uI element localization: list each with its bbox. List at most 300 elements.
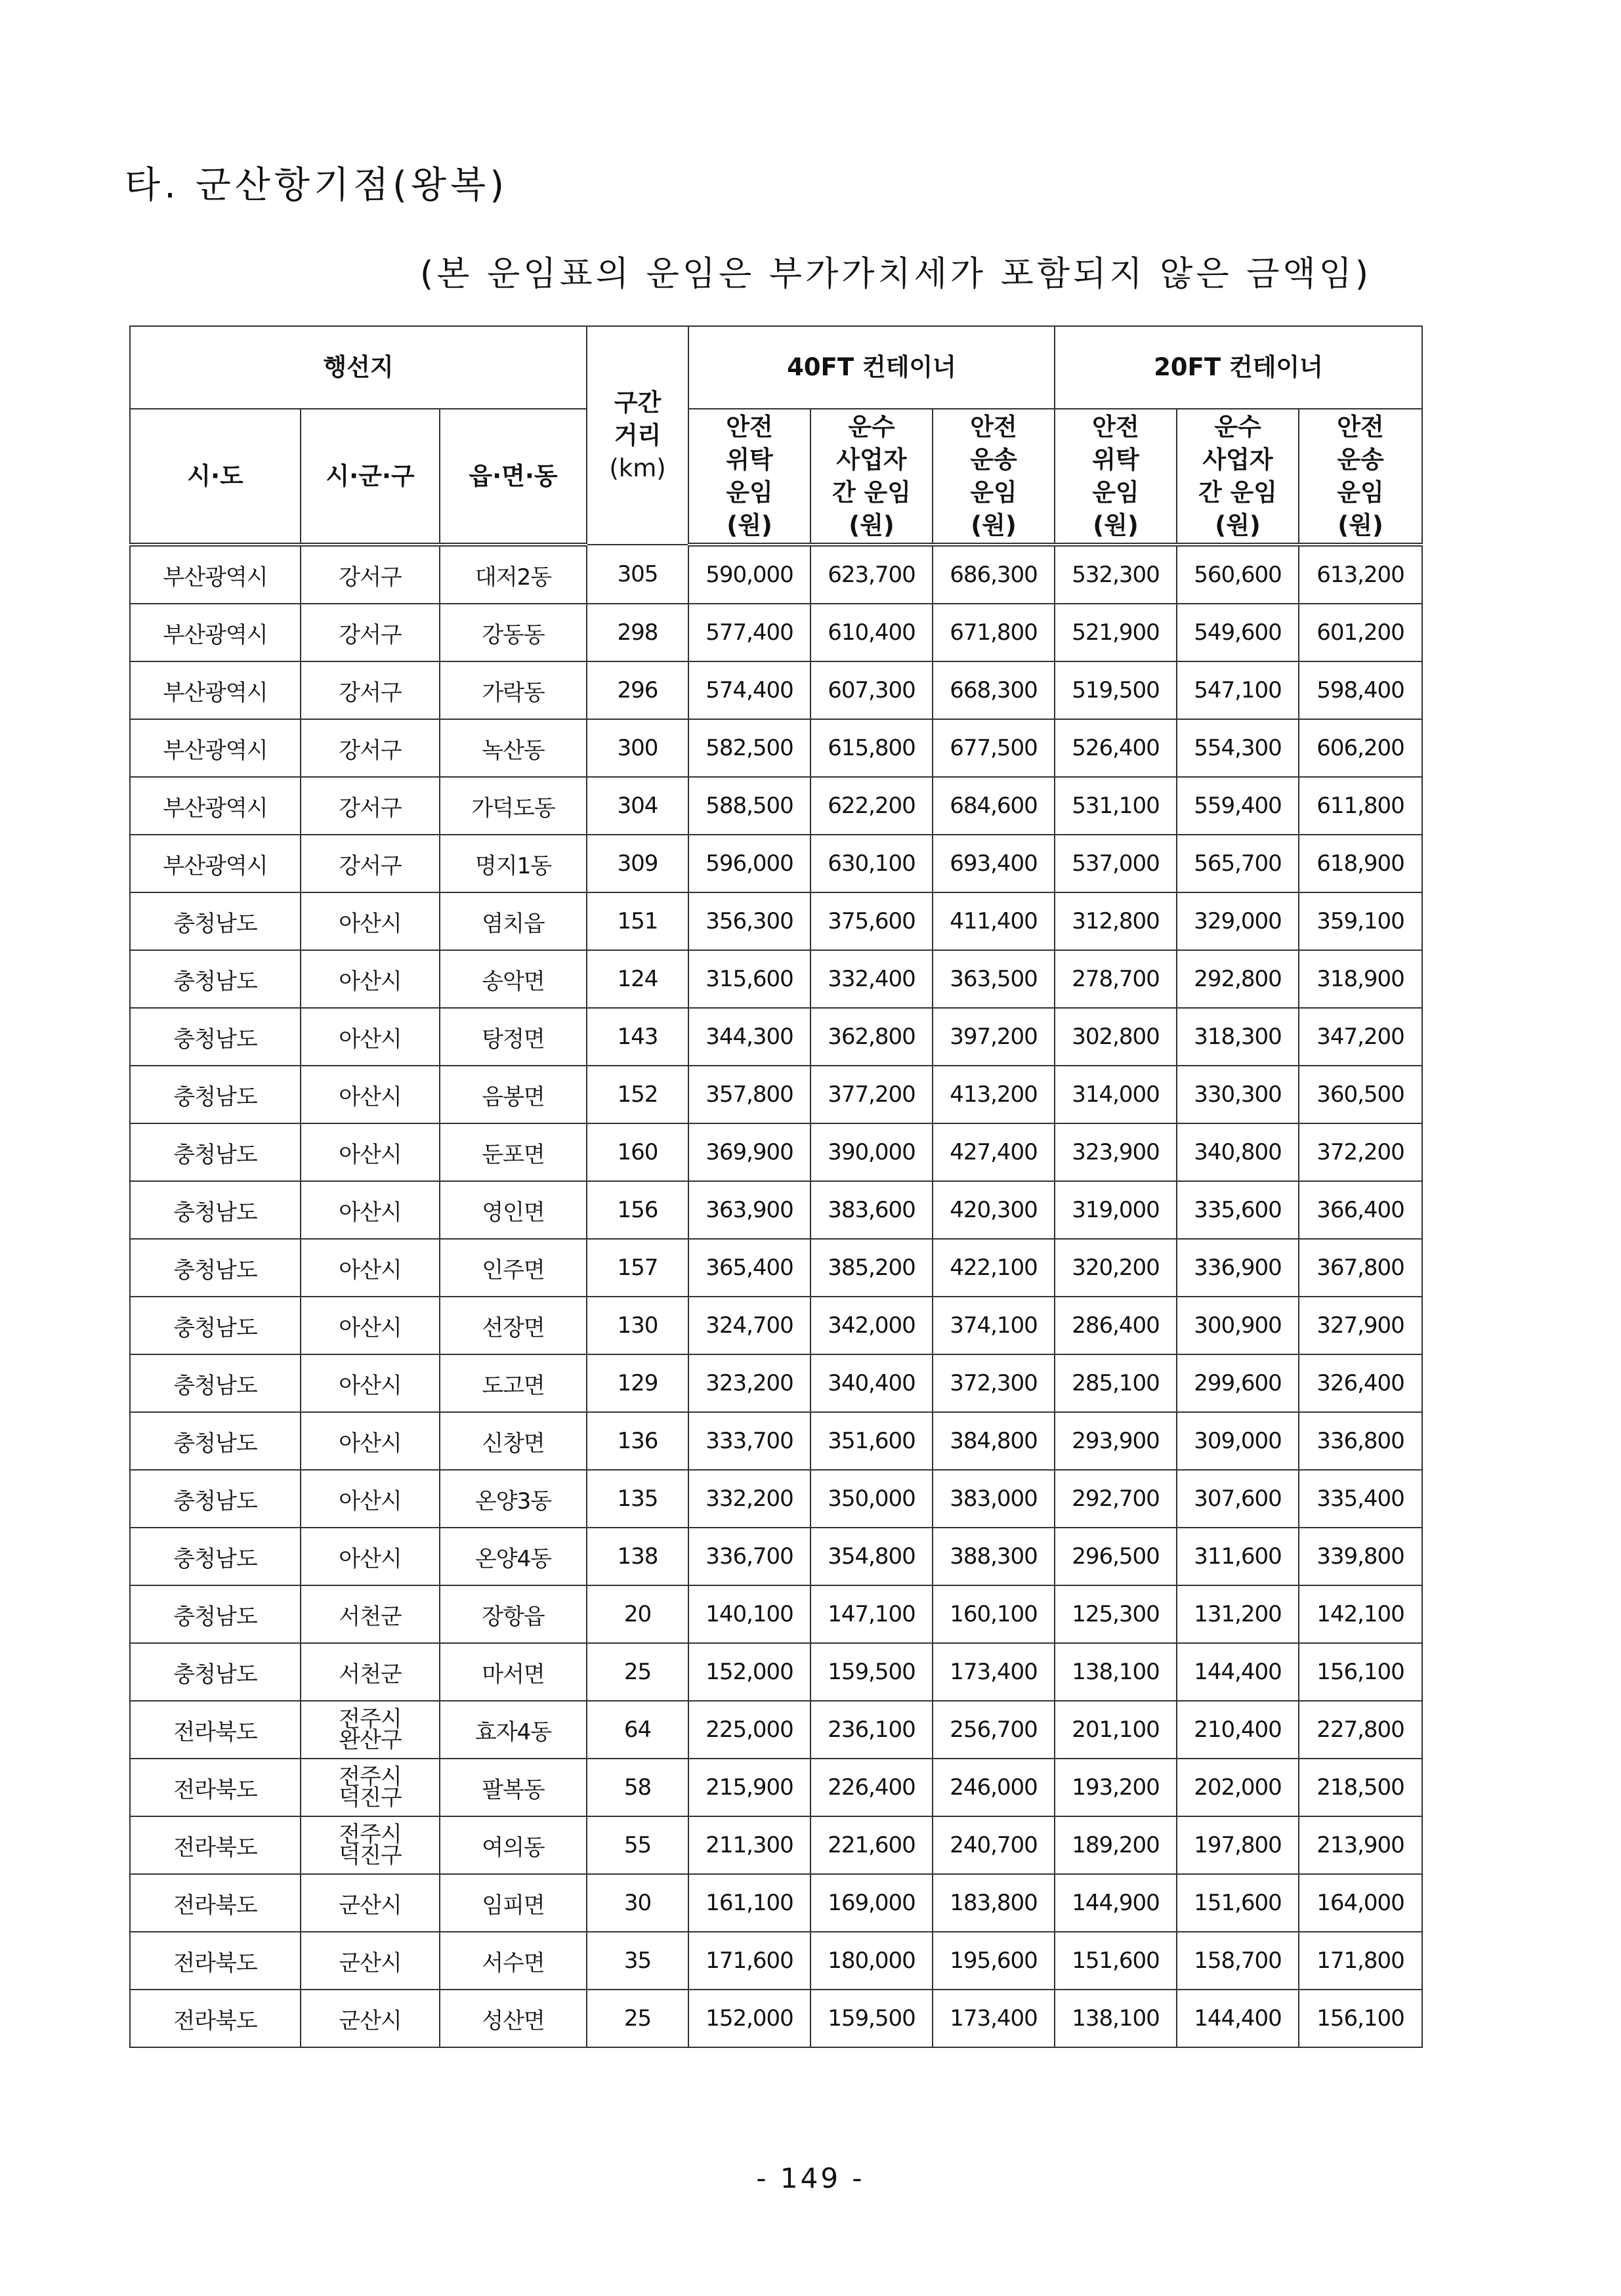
header-40ft-safety-consignment-rate xyxy=(688,409,810,545)
cell-distance: 55 xyxy=(587,1816,688,1874)
cell-20ft-safety-transport: 213,900 xyxy=(1299,1816,1422,1874)
cell-20ft-safety-consignment: 285,100 xyxy=(1055,1354,1177,1412)
sigungu-line: 아산시 xyxy=(339,1141,402,1168)
cell-20ft-safety-consignment: 320,200 xyxy=(1055,1239,1177,1297)
cell-sido: 부산광역시 xyxy=(130,545,301,604)
header-line: (원) xyxy=(726,511,772,539)
cell-20ft-carrier: 560,600 xyxy=(1177,545,1299,604)
cell-20ft-safety-transport: 601,200 xyxy=(1299,604,1422,661)
header-line: 안전 xyxy=(726,412,773,441)
sigungu-line: 강서구 xyxy=(339,737,402,764)
cell-sigungu xyxy=(301,604,440,661)
sigungu-line: 덕진구 xyxy=(339,1843,402,1869)
cell-sido: 충청남도 xyxy=(130,892,301,950)
cell-eupmyeondong: 여의동 xyxy=(440,1816,587,1874)
freight-rate-table xyxy=(129,325,1423,2048)
cell-sigungu xyxy=(301,1874,440,1932)
cell-eupmyeondong: 팔복동 xyxy=(440,1759,587,1816)
cell-40ft-carrier: 169,000 xyxy=(810,1874,933,1932)
header-line: 운임 xyxy=(970,478,1017,507)
cell-eupmyeondong: 송악면 xyxy=(440,950,587,1008)
cell-sido: 전라북도 xyxy=(130,1874,301,1932)
cell-distance: 58 xyxy=(587,1759,688,1816)
table-row xyxy=(130,1759,1422,1816)
cell-sigungu xyxy=(301,950,440,1008)
cell-20ft-safety-consignment: 319,000 xyxy=(1055,1181,1177,1239)
cell-20ft-carrier: 329,000 xyxy=(1177,892,1299,950)
cell-sido: 충청남도 xyxy=(130,1354,301,1412)
cell-40ft-safety-transport: 397,200 xyxy=(933,1008,1055,1066)
section-title: 타. 군산항기점(왕복) xyxy=(125,164,509,207)
cell-40ft-safety-consignment: 357,800 xyxy=(688,1066,810,1123)
sigungu-line: 아산시 xyxy=(339,1026,402,1053)
table-row xyxy=(130,777,1422,835)
header-40ft: 40FT 컨테이너 xyxy=(688,326,1055,409)
cell-sido: 충청남도 xyxy=(130,950,301,1008)
cell-20ft-safety-transport: 372,200 xyxy=(1299,1123,1422,1181)
cell-40ft-safety-consignment: 211,300 xyxy=(688,1816,810,1874)
cell-40ft-safety-consignment: 369,900 xyxy=(688,1123,810,1181)
header-line: 운임 xyxy=(1337,478,1384,507)
page-number: - 149 - xyxy=(756,2162,865,2194)
cell-20ft-safety-consignment: 519,500 xyxy=(1055,661,1177,719)
sigungu-line: 전주시 xyxy=(339,1706,402,1732)
table-row xyxy=(130,1585,1422,1643)
cell-eupmyeondong: 도고면 xyxy=(440,1354,587,1412)
cell-40ft-carrier: 622,200 xyxy=(810,777,933,835)
cell-sigungu xyxy=(301,1008,440,1066)
sigungu-line: 아산시 xyxy=(339,1430,402,1457)
cell-40ft-safety-consignment: 344,300 xyxy=(688,1008,810,1066)
cell-20ft-safety-consignment: 526,400 xyxy=(1055,719,1177,777)
sigungu-line: 강서구 xyxy=(339,679,402,706)
cell-sido: 충청남도 xyxy=(130,1297,301,1354)
cell-20ft-carrier: 144,400 xyxy=(1177,1643,1299,1701)
table-row xyxy=(130,1701,1422,1759)
cell-40ft-safety-transport: 668,300 xyxy=(933,661,1055,719)
cell-40ft-safety-consignment: 577,400 xyxy=(688,604,810,661)
cell-40ft-safety-consignment: 324,700 xyxy=(688,1297,810,1354)
cell-40ft-safety-consignment: 152,000 xyxy=(688,1643,810,1701)
cell-20ft-safety-transport: 606,200 xyxy=(1299,719,1422,777)
cell-20ft-safety-consignment: 278,700 xyxy=(1055,950,1177,1008)
cell-20ft-carrier: 210,400 xyxy=(1177,1701,1299,1759)
cell-sigungu xyxy=(301,1297,440,1354)
cell-sigungu xyxy=(301,719,440,777)
header-line: 위탁 xyxy=(1092,445,1139,474)
header-line: (원) xyxy=(1215,511,1261,539)
cell-sigungu xyxy=(301,1470,440,1528)
cell-20ft-safety-transport: 613,200 xyxy=(1299,545,1422,604)
sigungu-line: 군산시 xyxy=(339,1950,402,1976)
cell-40ft-safety-transport: 411,400 xyxy=(933,892,1055,950)
header-line: (원) xyxy=(971,511,1017,539)
cell-40ft-safety-transport: 173,400 xyxy=(933,1990,1055,2047)
vat-note: (본 운임표의 운임은 부가가치세가 포함되지 않은 금액임) xyxy=(420,255,1372,294)
cell-distance: 30 xyxy=(587,1874,688,1932)
cell-40ft-carrier: 377,200 xyxy=(810,1066,933,1123)
cell-sigungu xyxy=(301,1585,440,1643)
cell-20ft-carrier: 309,000 xyxy=(1177,1412,1299,1470)
cell-20ft-carrier: 318,300 xyxy=(1177,1008,1299,1066)
cell-sigungu xyxy=(301,1990,440,2047)
table-row xyxy=(130,545,1422,604)
cell-40ft-carrier: 607,300 xyxy=(810,661,933,719)
cell-20ft-safety-consignment: 125,300 xyxy=(1055,1585,1177,1643)
sigungu-line: 서천군 xyxy=(339,1661,402,1688)
header-distance-unit: (km) xyxy=(609,453,666,482)
cell-20ft-safety-consignment: 138,100 xyxy=(1055,1643,1177,1701)
cell-40ft-carrier: 362,800 xyxy=(810,1008,933,1066)
sigungu-line: 아산시 xyxy=(339,1314,402,1341)
header-destination: 행선지 xyxy=(130,326,587,409)
table-row xyxy=(130,604,1422,661)
cell-20ft-carrier: 311,600 xyxy=(1177,1528,1299,1585)
cell-40ft-safety-consignment: 152,000 xyxy=(688,1990,810,2047)
cell-20ft-carrier: 158,700 xyxy=(1177,1932,1299,1990)
cell-sigungu xyxy=(301,545,440,604)
cell-eupmyeondong: 염치읍 xyxy=(440,892,587,950)
cell-40ft-safety-consignment: 315,600 xyxy=(688,950,810,1008)
cell-40ft-carrier: 623,700 xyxy=(810,545,933,604)
cell-20ft-carrier: 151,600 xyxy=(1177,1874,1299,1932)
table-row xyxy=(130,1008,1422,1066)
header-20ft-carrier-rate xyxy=(1177,409,1299,545)
cell-sido: 충청남도 xyxy=(130,1470,301,1528)
cell-40ft-carrier: 221,600 xyxy=(810,1816,933,1874)
cell-distance: 298 xyxy=(587,604,688,661)
header-20ft-safety-consignment-rate xyxy=(1055,409,1177,545)
header-40ft-carrier-rate xyxy=(810,409,933,545)
cell-distance: 300 xyxy=(587,719,688,777)
cell-40ft-safety-transport: 684,600 xyxy=(933,777,1055,835)
table-row xyxy=(130,950,1422,1008)
cell-20ft-safety-transport: 339,800 xyxy=(1299,1528,1422,1585)
table-row xyxy=(130,892,1422,950)
cell-40ft-safety-consignment: 365,400 xyxy=(688,1239,810,1297)
cell-distance: 305 xyxy=(587,545,688,604)
cell-20ft-safety-consignment: 531,100 xyxy=(1055,777,1177,835)
header-sido: 시·도 xyxy=(130,409,301,545)
cell-40ft-safety-transport: 160,100 xyxy=(933,1585,1055,1643)
cell-distance: 160 xyxy=(587,1123,688,1181)
header-line: 안전 xyxy=(1337,412,1384,441)
cell-20ft-safety-transport: 611,800 xyxy=(1299,777,1422,835)
sigungu-line: 아산시 xyxy=(339,1488,402,1514)
cell-40ft-carrier: 615,800 xyxy=(810,719,933,777)
cell-20ft-safety-transport: 336,800 xyxy=(1299,1412,1422,1470)
cell-40ft-carrier: 385,200 xyxy=(810,1239,933,1297)
cell-20ft-carrier: 335,600 xyxy=(1177,1181,1299,1239)
cell-40ft-safety-transport: 363,500 xyxy=(933,950,1055,1008)
cell-20ft-safety-consignment: 521,900 xyxy=(1055,604,1177,661)
header-line: 간 운임 xyxy=(832,478,912,507)
table-row xyxy=(130,1066,1422,1123)
header-20ft: 20FT 컨테이너 xyxy=(1055,326,1422,409)
cell-40ft-safety-transport: 422,100 xyxy=(933,1239,1055,1297)
sigungu-line: 강서구 xyxy=(339,621,402,648)
cell-40ft-safety-transport: 195,600 xyxy=(933,1932,1055,1990)
cell-sigungu xyxy=(301,777,440,835)
cell-40ft-safety-transport: 671,800 xyxy=(933,604,1055,661)
cell-20ft-carrier: 307,600 xyxy=(1177,1470,1299,1528)
sigungu-line: 아산시 xyxy=(339,910,402,937)
cell-sido: 충청남도 xyxy=(130,1008,301,1066)
cell-40ft-safety-consignment: 582,500 xyxy=(688,719,810,777)
cell-40ft-safety-transport: 420,300 xyxy=(933,1181,1055,1239)
header-line: 사업자 xyxy=(1202,445,1273,474)
header-sigungu: 시·군·구 xyxy=(301,409,440,545)
sigungu-line: 전주시 xyxy=(339,1764,402,1790)
cell-20ft-safety-transport: 218,500 xyxy=(1299,1759,1422,1816)
cell-20ft-safety-transport: 326,400 xyxy=(1299,1354,1422,1412)
cell-eupmyeondong: 강동동 xyxy=(440,604,587,661)
cell-eupmyeondong: 온양4동 xyxy=(440,1528,587,1585)
cell-40ft-carrier: 342,000 xyxy=(810,1297,933,1354)
cell-20ft-safety-transport: 227,800 xyxy=(1299,1701,1422,1759)
cell-20ft-safety-consignment: 286,400 xyxy=(1055,1297,1177,1354)
cell-distance: 156 xyxy=(587,1181,688,1239)
cell-distance: 130 xyxy=(587,1297,688,1354)
cell-sido: 부산광역시 xyxy=(130,835,301,892)
cell-40ft-safety-transport: 372,300 xyxy=(933,1354,1055,1412)
cell-40ft-carrier: 350,000 xyxy=(810,1470,933,1528)
cell-20ft-carrier: 292,800 xyxy=(1177,950,1299,1008)
cell-20ft-safety-consignment: 292,700 xyxy=(1055,1470,1177,1528)
sigungu-line: 아산시 xyxy=(339,1257,402,1284)
cell-distance: 296 xyxy=(587,661,688,719)
cell-20ft-safety-transport: 366,400 xyxy=(1299,1181,1422,1239)
cell-eupmyeondong: 장항읍 xyxy=(440,1585,587,1643)
header-distance-line: 거리 xyxy=(614,421,662,449)
cell-20ft-safety-consignment: 532,300 xyxy=(1055,545,1177,604)
header-line: (원) xyxy=(1337,511,1383,539)
cell-eupmyeondong: 음봉면 xyxy=(440,1066,587,1123)
cell-40ft-carrier: 610,400 xyxy=(810,604,933,661)
cell-40ft-safety-consignment: 363,900 xyxy=(688,1181,810,1239)
cell-sido: 충청남도 xyxy=(130,1066,301,1123)
sigungu-line: 서천군 xyxy=(339,1603,402,1630)
table-row xyxy=(130,1354,1422,1412)
cell-sido: 전라북도 xyxy=(130,1759,301,1816)
cell-distance: 35 xyxy=(587,1932,688,1990)
table-row xyxy=(130,1874,1422,1932)
sigungu-line: 덕진구 xyxy=(339,1785,402,1811)
cell-sido: 충청남도 xyxy=(130,1181,301,1239)
cell-20ft-carrier: 202,000 xyxy=(1177,1759,1299,1816)
cell-20ft-safety-consignment: 151,600 xyxy=(1055,1932,1177,1990)
header-line: 안전 xyxy=(970,412,1017,441)
cell-eupmyeondong: 서수면 xyxy=(440,1932,587,1990)
table-row xyxy=(130,1181,1422,1239)
cell-sido: 전라북도 xyxy=(130,1932,301,1990)
cell-20ft-carrier: 554,300 xyxy=(1177,719,1299,777)
header-line: 운임 xyxy=(1092,478,1139,507)
cell-eupmyeondong: 임피면 xyxy=(440,1874,587,1932)
cell-sigungu xyxy=(301,835,440,892)
cell-40ft-safety-consignment: 336,700 xyxy=(688,1528,810,1585)
header-line: 운임 xyxy=(726,478,773,507)
cell-eupmyeondong: 가덕도동 xyxy=(440,777,587,835)
cell-20ft-safety-consignment: 312,800 xyxy=(1055,892,1177,950)
cell-40ft-carrier: 226,400 xyxy=(810,1759,933,1816)
header-line: 운송 xyxy=(970,445,1017,474)
cell-20ft-carrier: 300,900 xyxy=(1177,1297,1299,1354)
cell-40ft-carrier: 159,500 xyxy=(810,1990,933,2047)
cell-distance: 25 xyxy=(587,1990,688,2047)
cell-40ft-safety-consignment: 161,100 xyxy=(688,1874,810,1932)
cell-20ft-safety-transport: 618,900 xyxy=(1299,835,1422,892)
cell-eupmyeondong: 선장면 xyxy=(440,1297,587,1354)
header-line: 위탁 xyxy=(726,445,773,474)
sigungu-line: 아산시 xyxy=(339,968,402,995)
cell-20ft-safety-transport: 359,100 xyxy=(1299,892,1422,950)
cell-40ft-safety-consignment: 590,000 xyxy=(688,545,810,604)
cell-20ft-safety-transport: 598,400 xyxy=(1299,661,1422,719)
cell-eupmyeondong: 녹산동 xyxy=(440,719,587,777)
cell-20ft-carrier: 131,200 xyxy=(1177,1585,1299,1643)
cell-sido: 충청남도 xyxy=(130,1585,301,1643)
cell-sigungu xyxy=(301,1701,440,1759)
cell-eupmyeondong: 명지1동 xyxy=(440,835,587,892)
cell-40ft-safety-consignment: 171,600 xyxy=(688,1932,810,1990)
cell-20ft-safety-transport: 156,100 xyxy=(1299,1643,1422,1701)
cell-sigungu xyxy=(301,1528,440,1585)
table-row xyxy=(130,1816,1422,1874)
cell-eupmyeondong: 둔포면 xyxy=(440,1123,587,1181)
cell-sido: 부산광역시 xyxy=(130,604,301,661)
cell-40ft-safety-transport: 246,000 xyxy=(933,1759,1055,1816)
cell-eupmyeondong: 가락동 xyxy=(440,661,587,719)
cell-distance: 20 xyxy=(587,1585,688,1643)
cell-sido: 충청남도 xyxy=(130,1412,301,1470)
cell-eupmyeondong: 인주면 xyxy=(440,1239,587,1297)
table-row xyxy=(130,1412,1422,1470)
cell-distance: 309 xyxy=(587,835,688,892)
cell-40ft-safety-transport: 677,500 xyxy=(933,719,1055,777)
cell-distance: 135 xyxy=(587,1470,688,1528)
cell-40ft-safety-transport: 173,400 xyxy=(933,1643,1055,1701)
sigungu-line: 아산시 xyxy=(339,1199,402,1226)
header-line: 운수 xyxy=(1214,412,1261,441)
header-eupmyeondong: 읍·면·동 xyxy=(440,409,587,545)
header-distance-line: 구간 xyxy=(614,388,662,417)
cell-sido: 전라북도 xyxy=(130,1701,301,1759)
table-row xyxy=(130,835,1422,892)
cell-distance: 157 xyxy=(587,1239,688,1297)
cell-sigungu xyxy=(301,1181,440,1239)
table-row xyxy=(130,1297,1422,1354)
cell-40ft-safety-consignment: 323,200 xyxy=(688,1354,810,1412)
header-distance xyxy=(587,326,688,545)
cell-20ft-safety-transport: 164,000 xyxy=(1299,1874,1422,1932)
cell-20ft-carrier: 547,100 xyxy=(1177,661,1299,719)
cell-40ft-safety-transport: 183,800 xyxy=(933,1874,1055,1932)
cell-40ft-safety-transport: 374,100 xyxy=(933,1297,1055,1354)
cell-40ft-safety-consignment: 215,900 xyxy=(688,1759,810,1816)
cell-40ft-safety-consignment: 574,400 xyxy=(688,661,810,719)
cell-40ft-safety-transport: 256,700 xyxy=(933,1701,1055,1759)
cell-20ft-safety-consignment: 296,500 xyxy=(1055,1528,1177,1585)
sigungu-line: 전주시 xyxy=(339,1822,402,1848)
cell-20ft-safety-transport: 142,100 xyxy=(1299,1585,1422,1643)
cell-40ft-carrier: 383,600 xyxy=(810,1181,933,1239)
cell-distance: 136 xyxy=(587,1412,688,1470)
cell-distance: 124 xyxy=(587,950,688,1008)
sigungu-line: 강서구 xyxy=(339,852,402,879)
cell-eupmyeondong: 대저2동 xyxy=(440,545,587,604)
cell-20ft-safety-transport: 360,500 xyxy=(1299,1066,1422,1123)
cell-sigungu xyxy=(301,1354,440,1412)
cell-20ft-safety-consignment: 537,000 xyxy=(1055,835,1177,892)
cell-40ft-carrier: 390,000 xyxy=(810,1123,933,1181)
cell-40ft-safety-consignment: 333,700 xyxy=(688,1412,810,1470)
cell-sigungu xyxy=(301,1932,440,1990)
cell-20ft-safety-consignment: 144,900 xyxy=(1055,1874,1177,1932)
cell-20ft-carrier: 549,600 xyxy=(1177,604,1299,661)
cell-40ft-carrier: 351,600 xyxy=(810,1412,933,1470)
cell-20ft-safety-transport: 347,200 xyxy=(1299,1008,1422,1066)
sigungu-line: 군산시 xyxy=(339,1892,402,1919)
cell-20ft-carrier: 336,900 xyxy=(1177,1239,1299,1297)
cell-eupmyeondong: 마서면 xyxy=(440,1643,587,1701)
cell-eupmyeondong: 효자4동 xyxy=(440,1701,587,1759)
table-row xyxy=(130,1643,1422,1701)
cell-40ft-safety-transport: 240,700 xyxy=(933,1816,1055,1874)
cell-40ft-safety-transport: 384,800 xyxy=(933,1412,1055,1470)
cell-40ft-safety-consignment: 596,000 xyxy=(688,835,810,892)
cell-20ft-carrier: 330,300 xyxy=(1177,1066,1299,1123)
cell-sigungu xyxy=(301,1412,440,1470)
cell-sido: 충청남도 xyxy=(130,1528,301,1585)
header-line: 안전 xyxy=(1092,412,1139,441)
cell-sigungu xyxy=(301,1123,440,1181)
cell-20ft-safety-transport: 335,400 xyxy=(1299,1470,1422,1528)
cell-20ft-carrier: 299,600 xyxy=(1177,1354,1299,1412)
cell-20ft-carrier: 144,400 xyxy=(1177,1990,1299,2047)
cell-sido: 충청남도 xyxy=(130,1239,301,1297)
cell-sido: 전라북도 xyxy=(130,1816,301,1874)
cell-40ft-carrier: 375,600 xyxy=(810,892,933,950)
sigungu-line: 아산시 xyxy=(339,1083,402,1110)
cell-40ft-safety-consignment: 332,200 xyxy=(688,1470,810,1528)
cell-sido: 충청남도 xyxy=(130,1123,301,1181)
cell-sigungu xyxy=(301,1816,440,1874)
cell-40ft-safety-transport: 413,200 xyxy=(933,1066,1055,1123)
cell-eupmyeondong: 신창면 xyxy=(440,1412,587,1470)
cell-40ft-carrier: 354,800 xyxy=(810,1528,933,1585)
cell-40ft-carrier: 340,400 xyxy=(810,1354,933,1412)
cell-distance: 304 xyxy=(587,777,688,835)
table-row xyxy=(130,1239,1422,1297)
table-row xyxy=(130,1990,1422,2047)
cell-20ft-carrier: 559,400 xyxy=(1177,777,1299,835)
cell-20ft-carrier: 340,800 xyxy=(1177,1123,1299,1181)
cell-eupmyeondong: 성산면 xyxy=(440,1990,587,2047)
header-40ft-safety-transport-rate xyxy=(933,409,1055,545)
cell-40ft-safety-consignment: 356,300 xyxy=(688,892,810,950)
cell-20ft-safety-transport: 367,800 xyxy=(1299,1239,1422,1297)
cell-40ft-carrier: 147,100 xyxy=(810,1585,933,1643)
header-line: 운송 xyxy=(1337,445,1384,474)
cell-sido: 부산광역시 xyxy=(130,777,301,835)
cell-distance: 152 xyxy=(587,1066,688,1123)
cell-20ft-carrier: 565,700 xyxy=(1177,835,1299,892)
cell-sigungu xyxy=(301,661,440,719)
cell-distance: 129 xyxy=(587,1354,688,1412)
cell-40ft-safety-transport: 686,300 xyxy=(933,545,1055,604)
cell-20ft-safety-transport: 318,900 xyxy=(1299,950,1422,1008)
